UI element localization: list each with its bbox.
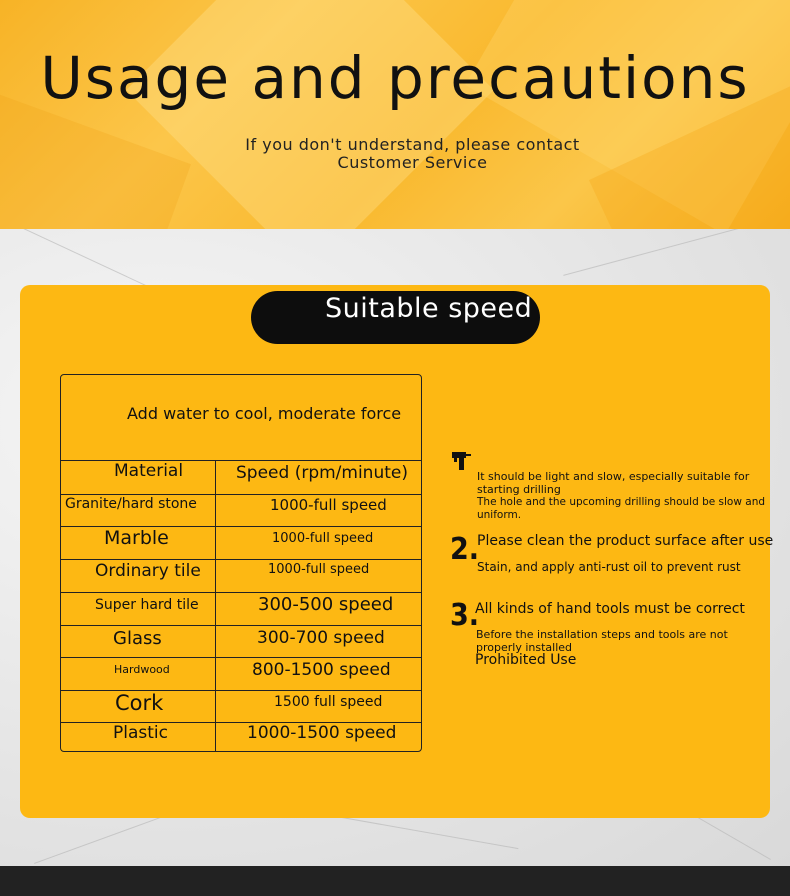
table-cell-material: Granite/hard stone <box>65 496 197 512</box>
precaution-2-title: Please clean the product surface after use <box>477 533 774 549</box>
table-cell-speed: 300-500 speed <box>258 594 394 615</box>
table-cell-speed: 1500 full speed <box>274 694 383 710</box>
table-cell-material: Plastic <box>113 723 168 743</box>
table-cell-material: Hardwood <box>114 663 170 676</box>
drill-icon <box>449 449 473 473</box>
table-cell-speed: 1000-full speed <box>268 562 370 577</box>
table-note: Add water to cool, moderate force <box>127 404 402 423</box>
table-divider <box>60 559 422 560</box>
precaution-3-footer: Prohibited Use <box>475 652 577 668</box>
table-divider <box>60 592 422 593</box>
subtitle-line-1: If you don't understand, please contact <box>245 135 580 154</box>
footer-bar <box>0 866 790 896</box>
table-divider <box>60 494 422 495</box>
table-cell-material: Ordinary tile <box>95 561 201 581</box>
table-cell-speed: 1000-1500 speed <box>247 723 397 743</box>
precaution-2-number: 2. <box>450 532 480 567</box>
precaution-1-line: The hole and the upcoming drilling should be slow and <box>477 496 766 508</box>
page-subtitle <box>0 136 790 172</box>
subtitle-line-2: Customer Service <box>337 153 488 172</box>
precaution-2-detail: Stain, and apply anti-rust oil to prevent rust <box>477 560 741 574</box>
precaution-1 <box>477 470 765 522</box>
table-divider <box>60 657 422 658</box>
precaution-3-detail-line: properly installed <box>476 641 573 654</box>
page-title: Usage and precautions <box>40 44 750 112</box>
table-cell-speed: 1000-full speed <box>272 531 374 546</box>
section-badge-label: Suitable speed <box>325 293 533 324</box>
table-header-speed: Speed (rpm/minute) <box>236 463 408 483</box>
table-column-divider <box>215 460 216 751</box>
table-cell-speed: 800-1500 speed <box>252 660 391 680</box>
precaution-3-title: All kinds of hand tools must be correct <box>475 601 745 617</box>
header-facet <box>126 0 494 229</box>
precaution-1-line: uniform. <box>477 509 522 521</box>
marble-vein <box>34 815 166 864</box>
precaution-1-line: starting drilling <box>477 483 561 496</box>
table-cell-material: Glass <box>113 628 162 649</box>
table-divider <box>60 625 422 626</box>
table-cell-speed: 300-700 speed <box>257 628 385 648</box>
table-cell-material: Super hard tile <box>95 597 199 613</box>
precaution-1-line: It should be light and slow, especially suitable for <box>477 470 750 483</box>
header-banner <box>0 0 790 229</box>
table-cell-speed: 1000-full speed <box>270 496 387 514</box>
table-header-material: Material <box>114 461 184 481</box>
table-cell-material: Marble <box>104 527 169 549</box>
table-cell-material: Cork <box>115 691 164 715</box>
marble-vein <box>563 229 756 276</box>
precaution-3-number: 3. <box>450 598 480 633</box>
precaution-3-detail <box>476 628 728 654</box>
precaution-3-detail-line: Before the installation steps and tools are not <box>476 628 728 641</box>
